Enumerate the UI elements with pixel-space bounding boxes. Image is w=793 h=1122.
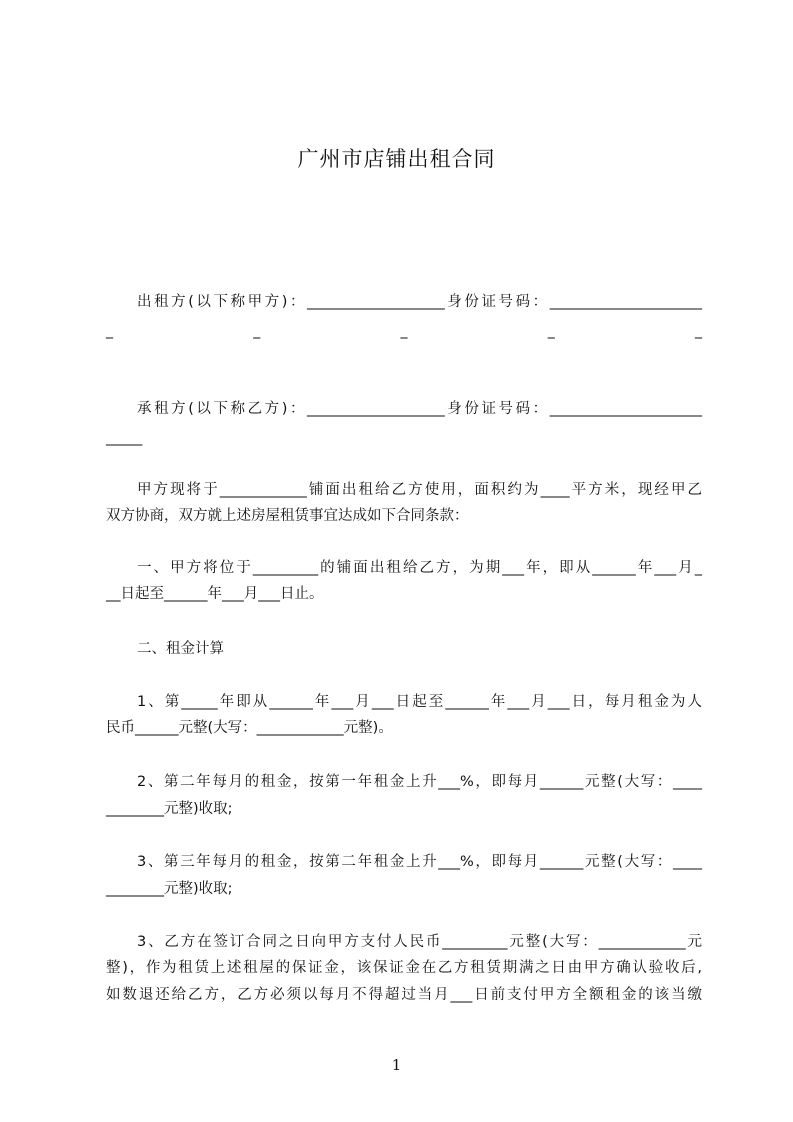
lessor-line-1: 出租方(以下称甲方)：___________________身份证号码：_____________________: [137, 294, 702, 310]
underline-mark: _: [253, 323, 261, 339]
underline-mark: _: [695, 323, 702, 339]
clause-1-line-2: __日起至______年___月___日止。: [106, 586, 324, 602]
underline-mark: _: [547, 323, 555, 339]
rent-3-line-2: ________元整)收取;: [106, 881, 233, 897]
clause-2-heading: 二、租金计算: [137, 641, 224, 657]
rent-2-line-1: 2、第二年每月的租金，按第一年租金上升___%，即每月______元整(大写：____: [137, 774, 702, 790]
underline-mark: _: [106, 323, 113, 339]
lessee-line-2: _____: [106, 430, 143, 446]
rent-3-line-1: 3、第三年每月的租金，按第二年租金上升___%，即每月______元整(大写：____: [137, 854, 702, 870]
page-title: 广州市店铺出租合同: [297, 147, 496, 171]
rent-2-line-2: ________元整)收取;: [106, 801, 233, 817]
intro-line-1: 甲方现将于____________铺面出租给乙方使用，面积约为____平方米，现经甲乙: [137, 482, 702, 498]
intro-line-2: 双方协商，双方就上述房屋租赁事宜达成如下合同条款：: [106, 508, 469, 524]
deposit-line-2: 整)，作为租赁上述租屋的保证金，该保证金在乙方租赁期满之日由甲方确认验收后,: [106, 960, 702, 976]
page-number: 1: [391, 1056, 402, 1074]
deposit-line-1: 3、乙方在签订合同之日向甲方支付人民币_________元整(大写：____________元: [137, 934, 702, 950]
lessee-line-1: 承租方(以下称乙方)：___________________身份证号码：_____________________: [137, 401, 702, 417]
underline-mark: _: [400, 323, 408, 339]
clause-1-line-1: 一、甲方将位于_________的铺面出租给乙方，为期___年，即从______年___月_: [137, 560, 702, 576]
deposit-line-3: 如数退还给乙方，乙方必须以每月不得超过当月___日前支付甲方全额租金的该当缴: [106, 987, 702, 1003]
rent-1-line-2: 民币______元整(大写：____________元整)。: [106, 720, 393, 736]
rent-1-line-1: 1、第_____年即从______年___月___日起至______年___月___日，每月租金为人: [137, 694, 702, 710]
lessor-line-2: [106, 323, 702, 343]
